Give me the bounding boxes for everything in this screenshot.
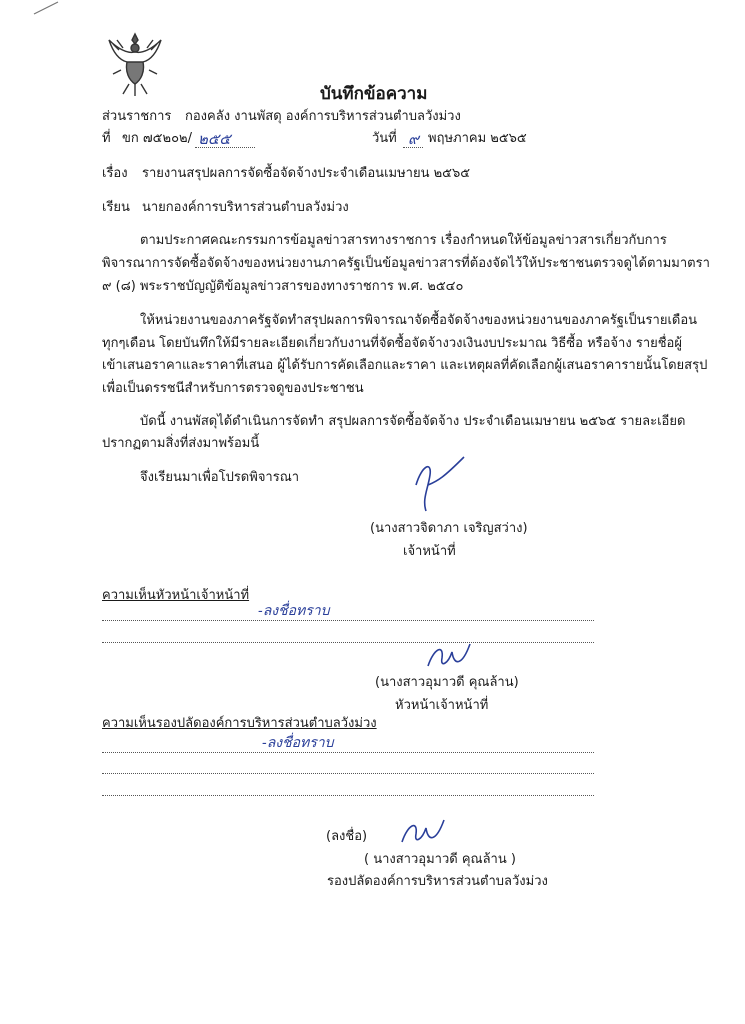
section3-handwritten: -ลงชื่อทราบ: [262, 735, 334, 751]
memo-title: บันทึกข้อความ: [320, 84, 428, 104]
section3-sign-label: (ลงชื่อ): [326, 829, 368, 844]
p3-line-2: ปรากฏตามสิ่งที่ส่งมาพร้อมนี้: [102, 436, 260, 451]
signature-3: [396, 812, 446, 852]
section3-heading: ความเห็นรองปลัดองค์การบริหารส่วนตำบลวังม่วง: [102, 716, 377, 731]
ref-label: ที่: [102, 131, 111, 146]
subject-value: รายงานสรุปผลการจัดซื้อจัดจ้างประจำเดือนเมษายน ๒๕๖๕: [142, 166, 471, 181]
subject-label: เรื่อง: [102, 166, 128, 181]
agency-label: ส่วนราชการ: [102, 109, 172, 124]
section2-signer-name: (นางสาวอุมาวดี คุณล้าน): [375, 675, 519, 690]
ref-value: ขก ๗๕๒๐๒/: [122, 131, 192, 146]
to-value: นายกองค์การบริหารส่วนตำบลวังม่วง: [142, 200, 349, 215]
p2-line-2: ทุกๆเดือน โดยบันทึกให้มีรายละเอียดเกี่ยวกับงานที่จัดซื้อจัดจ้างวงเงินงบประมาณ วิธีซื้อ หรือจ้าง รายชื่อผู้: [102, 336, 682, 351]
signature-1: [408, 455, 468, 515]
section2-heading: ความเห็นหัวหน้าเจ้าหน้าที่: [102, 588, 250, 603]
section3-signer-name: ( นางสาวอุมาวดี คุณล้าน ): [364, 852, 516, 867]
p1-line-1: ตามประกาศคณะกรรมการข้อมูลข่าวสารทางราชการ เรื่องกำหนดให้ข้อมูลข่าวสารเกี่ยวกับการ: [140, 233, 667, 248]
ref-dots: [195, 147, 255, 148]
p2-line-4: เพื่อเป็นดรรชนีสำหรับการตรวจดูของประชาชน: [102, 381, 364, 396]
section2-signer-position: หัวหน้าเจ้าหน้าที่: [395, 698, 489, 713]
p2-line-3: เข้าเสนอราคาและราคาที่เสนอ ผู้ได้รับการคัดเลือกและราคา และเหตุผลที่คัดเลือกผู้เสนอราคารายนั้นโดยสรุป: [102, 358, 708, 373]
section2-dots-1: [102, 620, 594, 621]
signer1-position: เจ้าหน้าที่: [403, 544, 456, 559]
date-label: วันที่: [372, 131, 397, 146]
date-dots: [403, 147, 423, 148]
corner-stroke: [0, 0, 60, 50]
signature-2: [422, 636, 472, 676]
section2-handwritten: -ลงชื่อทราบ: [258, 603, 330, 619]
agency-value: กองคลัง งานพัสดุ องค์การบริหารส่วนตำบลวังม่วง: [185, 109, 461, 124]
section2-dots-2: [102, 642, 594, 643]
date-rest: พฤษภาคม ๒๕๖๕: [428, 131, 527, 146]
p1-line-3: ๙ (๘) พระราชบัญญัติข้อมูลข่าวสารของทางราชการ พ.ศ. ๒๕๔๐: [102, 279, 464, 294]
to-label: เรียน: [102, 200, 130, 215]
p3-line-1: บัดนี้ งานพัสดุได้ดำเนินการจัดทำ สรุปผลการจัดซื้อจัดจ้าง ประจำเดือนเมษายน ๒๕๖๕ รายละเอียด: [140, 414, 686, 429]
section3-dots-1: [102, 752, 594, 753]
p1-line-2: พิจารณาการจัดซื้อจัดจ้างของหน่วยงานภาครัฐเป็นข้อมูลข่าวสารที่ต้องจัดไว้ให้ประชาชนตรวจดูได้ตามมาตรา: [102, 256, 710, 271]
date-day: ๙: [408, 130, 419, 148]
p2-line-1: ให้หน่วยงานของภาครัฐจัดทำสรุปผลการพิจารณาจัดซื้อจัดจ้างของหน่วยงานของภาครัฐเป็นรายเดือน: [140, 313, 698, 328]
closing: จึงเรียนมาเพื่อโปรดพิจารณา: [140, 470, 300, 485]
section3-dots-2: [102, 773, 594, 774]
section3-dots-3: [102, 795, 594, 796]
garuda-emblem: [105, 30, 165, 98]
signer1-name: (นางสาวจิดาภา เจริญสว่าง): [370, 521, 528, 536]
ref-handwritten: ๒๕๕: [198, 130, 231, 148]
section3-signer-position: รองปลัดองค์การบริหารส่วนตำบลวังม่วง: [327, 874, 548, 889]
